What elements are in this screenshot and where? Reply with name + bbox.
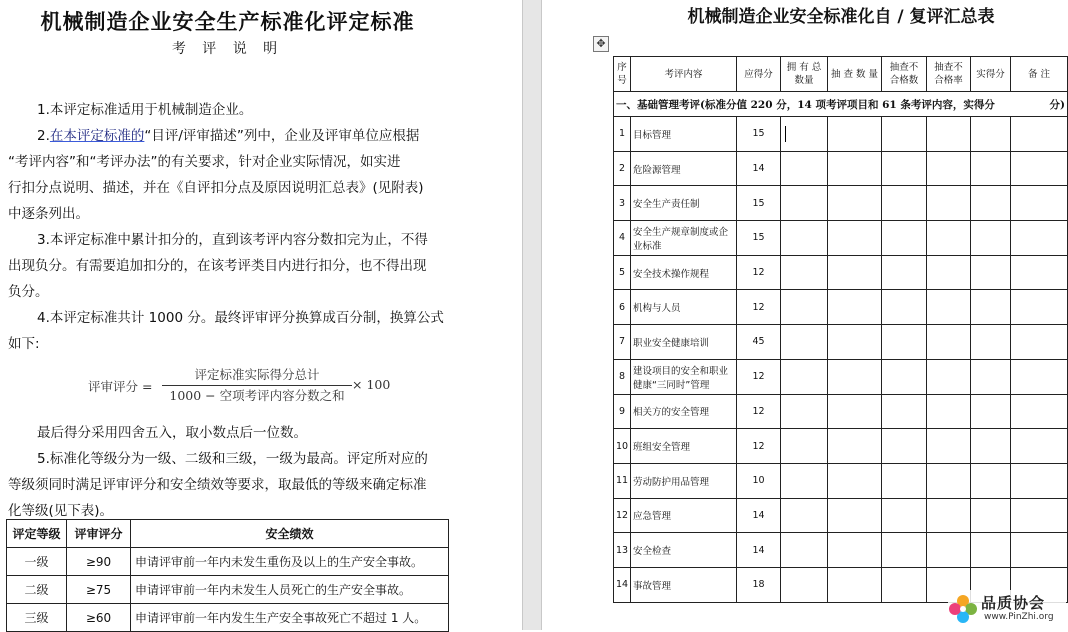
index-cell[interactable]: 12 — [614, 498, 631, 533]
score-cell[interactable]: 15 — [737, 186, 781, 221]
item-cell[interactable]: 危险源管理 — [631, 151, 737, 186]
failed-count-cell[interactable] — [882, 533, 927, 568]
header-cell[interactable]: 应得分 — [737, 57, 781, 92]
page-subtitle: 考 评 说 明 — [171, 41, 284, 57]
remarks-cell[interactable] — [1011, 290, 1068, 325]
score-cell[interactable]: 14 — [737, 533, 781, 568]
text-cursor — [785, 126, 786, 142]
sample-count-cell[interactable] — [828, 290, 882, 325]
page-gutter — [522, 0, 542, 630]
sample-count-cell[interactable] — [828, 221, 882, 256]
remarks-cell[interactable] — [1011, 394, 1068, 429]
total-count-cell[interactable] — [781, 567, 828, 602]
total-count-cell[interactable] — [781, 151, 828, 186]
index-cell[interactable]: 3 — [614, 186, 631, 221]
header-cell[interactable]: 实得分 — [971, 57, 1011, 92]
remarks-cell[interactable] — [1011, 151, 1068, 186]
total-count-cell[interactable] — [781, 290, 828, 325]
table-row — [614, 151, 1068, 186]
actual-score-cell[interactable] — [971, 186, 1011, 221]
score-cell[interactable]: 12 — [737, 429, 781, 464]
remarks-cell[interactable] — [1011, 221, 1068, 256]
total-count-cell[interactable] — [781, 533, 828, 568]
summary-table — [613, 56, 1068, 603]
failure-rate-cell[interactable] — [927, 394, 971, 429]
total-count-cell[interactable] — [781, 221, 828, 256]
score-cell[interactable]: ≥75 — [67, 576, 131, 604]
total-count-cell[interactable] — [781, 498, 828, 533]
table-row — [614, 325, 1068, 360]
remarks-cell[interactable] — [1011, 429, 1068, 464]
index-cell[interactable]: 4 — [614, 221, 631, 256]
grade-table — [6, 519, 449, 632]
table-row — [7, 576, 449, 604]
failure-rate-cell[interactable] — [927, 151, 971, 186]
item-cell[interactable]: 安全生产责任制 — [631, 186, 737, 221]
failed-count-cell[interactable] — [882, 463, 927, 498]
item-cell[interactable]: 劳动防护用品管理 — [631, 463, 737, 498]
score-cell[interactable]: ≥90 — [67, 548, 131, 576]
score-cell[interactable]: 12 — [737, 290, 781, 325]
item-cell[interactable]: 建设项目的安全和职业健康“三同时”管理 — [631, 359, 737, 394]
table-row — [614, 359, 1068, 394]
move-icon[interactable]: ✥ — [593, 36, 609, 52]
index-cell[interactable]: 10 — [614, 429, 631, 464]
index-cell[interactable]: 6 — [614, 290, 631, 325]
actual-score-cell[interactable] — [971, 151, 1011, 186]
failed-count-cell[interactable] — [882, 359, 927, 394]
table-row — [614, 290, 1068, 325]
failed-count-cell[interactable] — [882, 186, 927, 221]
sample-count-cell[interactable] — [828, 151, 882, 186]
failure-rate-cell[interactable] — [927, 290, 971, 325]
watermark — [948, 590, 1066, 628]
remarks-cell[interactable] — [1011, 255, 1068, 290]
performance-cell[interactable]: 申请评审前一年内未发生人员死亡的生产安全事故。 — [131, 576, 449, 604]
table-row — [614, 533, 1068, 568]
actual-score-cell[interactable] — [971, 290, 1011, 325]
grade-cell[interactable]: 二级 — [7, 576, 67, 604]
failure-rate-cell[interactable] — [927, 325, 971, 360]
left-page — [0, 0, 522, 630]
failed-count-cell[interactable] — [882, 429, 927, 464]
table-row — [614, 429, 1068, 464]
actual-score-cell[interactable] — [971, 463, 1011, 498]
index-cell[interactable]: 14 — [614, 567, 631, 602]
sample-count-cell[interactable] — [828, 359, 882, 394]
sample-count-cell[interactable] — [828, 429, 882, 464]
failure-rate-cell[interactable] — [927, 117, 971, 152]
failure-rate-cell[interactable] — [927, 498, 971, 533]
sample-count-cell[interactable] — [828, 117, 882, 152]
fraction-bar — [162, 385, 352, 386]
total-count-cell[interactable] — [781, 255, 828, 290]
performance-cell[interactable]: 申请评审前一年内发生生产安全事故死亡不超过 1 人。 — [131, 604, 449, 632]
failure-rate-cell[interactable] — [927, 533, 971, 568]
item-cell[interactable]: 班组安全管理 — [631, 429, 737, 464]
actual-score-cell[interactable] — [971, 394, 1011, 429]
watermark-name: 品质协会 — [981, 594, 1046, 612]
sample-count-cell[interactable] — [828, 498, 882, 533]
item-cell[interactable]: 安全技术操作规程 — [631, 255, 737, 290]
table-row — [614, 221, 1068, 256]
total-count-cell[interactable] — [781, 429, 828, 464]
failure-rate-cell[interactable] — [927, 463, 971, 498]
remarks-cell[interactable] — [1011, 533, 1068, 568]
actual-score-cell[interactable] — [971, 533, 1011, 568]
total-count-cell[interactable] — [781, 186, 828, 221]
remarks-cell[interactable] — [1011, 498, 1068, 533]
header-cell[interactable]: 抽查不 合格率 — [927, 57, 971, 92]
failed-count-cell[interactable] — [882, 290, 927, 325]
actual-score-cell[interactable] — [971, 117, 1011, 152]
underlined-text: 在本评定标准的 — [49, 128, 145, 144]
index-cell[interactable]: 11 — [614, 463, 631, 498]
sample-count-cell[interactable] — [828, 325, 882, 360]
score-cell[interactable]: 15 — [737, 221, 781, 256]
page-title: 机械制造企业安全生产标准化评定标准 — [40, 10, 415, 34]
score-cell[interactable]: 15 — [737, 117, 781, 152]
header-cell[interactable]: 安全绩效 — [131, 520, 449, 548]
item-cell[interactable]: 安全生产规章制度或企业标准 — [631, 221, 737, 256]
paragraph-3[interactable]: 3.本评定标准中累计扣分的，直到该考评内容分数扣完为止，不得 出现负分。有需要追加扣分的，在该考评类目内进行扣分，也不得出现 负分。 — [8, 232, 428, 300]
item-cell[interactable]: 目标管理 — [631, 117, 737, 152]
sample-count-cell[interactable] — [828, 255, 882, 290]
actual-score-cell[interactable] — [971, 221, 1011, 256]
section-row — [614, 92, 1068, 117]
section-cell[interactable]: 一、基础管理考评(标准分值 220 分，14 项考评项目和 61 条考评内容，实得分 分) — [614, 92, 1068, 117]
failed-count-cell[interactable] — [882, 498, 927, 533]
score-cell[interactable]: 12 — [737, 359, 781, 394]
failed-count-cell[interactable] — [882, 221, 927, 256]
right-page — [541, 0, 1068, 630]
failed-count-cell[interactable] — [882, 255, 927, 290]
item-cell[interactable]: 相关方的安全管理 — [631, 394, 737, 429]
actual-score-cell[interactable] — [971, 498, 1011, 533]
header-cell[interactable]: 拥 有 总数量 — [781, 57, 828, 92]
failure-rate-cell[interactable] — [927, 255, 971, 290]
table-row — [7, 548, 449, 576]
table-row — [614, 255, 1068, 290]
table-row — [614, 463, 1068, 498]
failed-count-cell[interactable] — [882, 117, 927, 152]
flower-logo-icon — [948, 594, 978, 624]
remarks-cell[interactable] — [1011, 359, 1068, 394]
failure-rate-cell[interactable] — [927, 429, 971, 464]
score-formula: 评审评分 = 评定标准实际得分总计 1000 − 空项考评内容分数之和 × 100 — [88, 367, 391, 403]
total-count-cell[interactable] — [781, 325, 828, 360]
header-cell[interactable]: 序号 — [614, 57, 631, 92]
header-cell[interactable]: 抽 查 数 量 — [828, 57, 882, 92]
summary-title: 机械制造企业安全标准化自 / 复评汇总表 — [687, 7, 995, 27]
sample-count-cell[interactable] — [828, 186, 882, 221]
actual-score-cell[interactable] — [971, 325, 1011, 360]
sample-count-cell[interactable] — [828, 533, 882, 568]
remarks-cell[interactable] — [1011, 117, 1068, 152]
failed-count-cell[interactable] — [882, 151, 927, 186]
paragraph-5[interactable]: 最后得分采用四舍五入，取小数点后一位数。 — [37, 425, 307, 441]
score-cell[interactable]: 14 — [737, 151, 781, 186]
failed-count-cell[interactable] — [882, 567, 927, 602]
remarks-cell[interactable] — [1011, 186, 1068, 221]
header-cell[interactable]: 备 注 — [1011, 57, 1068, 92]
grade-cell[interactable]: 三级 — [7, 604, 67, 632]
summary-table-header — [614, 57, 1068, 92]
grade-table-header — [7, 520, 449, 548]
score-cell[interactable]: 14 — [737, 498, 781, 533]
sample-count-cell[interactable] — [828, 567, 882, 602]
score-cell[interactable]: 12 — [737, 255, 781, 290]
item-cell[interactable]: 事故管理 — [631, 567, 737, 602]
performance-cell[interactable]: 申请评审前一年内未发生重伤及以上的生产安全事故。 — [131, 548, 449, 576]
paragraph-4[interactable]: 4.本评定标准共计 1000 分。最终评审评分换算成百分制，换算公式 如下: — [8, 310, 444, 352]
item-cell[interactable]: 安全检查 — [631, 533, 737, 568]
total-count-cell[interactable] — [781, 117, 828, 152]
index-cell[interactable]: 7 — [614, 325, 631, 360]
sample-count-cell[interactable] — [828, 394, 882, 429]
total-count-cell[interactable] — [781, 359, 828, 394]
formula-denominator: 1000 − 空项考评内容分数之和 — [169, 388, 345, 403]
failure-rate-cell[interactable] — [927, 186, 971, 221]
header-cell[interactable]: 评定等级 — [7, 520, 67, 548]
score-cell[interactable]: 10 — [737, 463, 781, 498]
index-cell[interactable]: 9 — [614, 394, 631, 429]
header-cell[interactable]: 评审评分 — [67, 520, 131, 548]
grade-cell[interactable]: 一级 — [7, 548, 67, 576]
item-cell[interactable]: 机构与人员 — [631, 290, 737, 325]
table-row — [614, 186, 1068, 221]
failed-count-cell[interactable] — [882, 394, 927, 429]
paragraph-1[interactable]: 1.本评定标准适用于机械制造企业。 — [37, 102, 253, 118]
index-cell[interactable]: 2 — [614, 151, 631, 186]
total-count-cell[interactable] — [781, 463, 828, 498]
table-row — [614, 394, 1068, 429]
item-cell[interactable]: 职业安全健康培训 — [631, 325, 737, 360]
actual-score-cell[interactable] — [971, 429, 1011, 464]
watermark-url: www.PinZhi.org — [984, 612, 1054, 622]
failure-rate-cell[interactable] — [927, 221, 971, 256]
remarks-cell[interactable] — [1011, 463, 1068, 498]
item-cell[interactable]: 应急管理 — [631, 498, 737, 533]
remarks-cell[interactable] — [1011, 325, 1068, 360]
table-row — [614, 498, 1068, 533]
score-cell[interactable]: ≥60 — [67, 604, 131, 632]
table-row — [7, 604, 449, 632]
total-count-cell[interactable] — [781, 394, 828, 429]
actual-score-cell[interactable] — [971, 255, 1011, 290]
failed-count-cell[interactable] — [882, 325, 927, 360]
header-cell[interactable]: 抽查不 合格数 — [882, 57, 927, 92]
actual-score-cell[interactable] — [971, 359, 1011, 394]
index-cell[interactable]: 13 — [614, 533, 631, 568]
score-cell[interactable]: 18 — [737, 567, 781, 602]
table-row — [614, 117, 1068, 152]
index-cell[interactable]: 5 — [614, 255, 631, 290]
failure-rate-cell[interactable] — [927, 359, 971, 394]
score-cell[interactable]: 45 — [737, 325, 781, 360]
paragraph-6[interactable]: 5.标准化等级分为一级、二级和三级，一级为最高。评定所对应的 等级须同时满足评审评分和安全绩效等要求，取最低的等级来确定标准 化等级(见下表)。 — [8, 451, 428, 519]
index-cell[interactable]: 8 — [614, 359, 631, 394]
header-cell[interactable]: 考评内容 — [631, 57, 737, 92]
sample-count-cell[interactable] — [828, 463, 882, 498]
index-cell[interactable]: 1 — [614, 117, 631, 152]
paragraph-2[interactable]: 2.在本评定标准的“目评/评审描述”列中，企业及评审单位应根据 “考评内容”和“考评办法”的有关要求，针对企业实际情况，如实进 行扣分点说明、描述，并在《自评扣分点及原因说明汇总表》(见附表) 中逐条列出。 — [8, 128, 424, 222]
formula-numerator: 评定标准实际得分总计 — [194, 367, 320, 382]
score-cell[interactable]: 12 — [737, 394, 781, 429]
